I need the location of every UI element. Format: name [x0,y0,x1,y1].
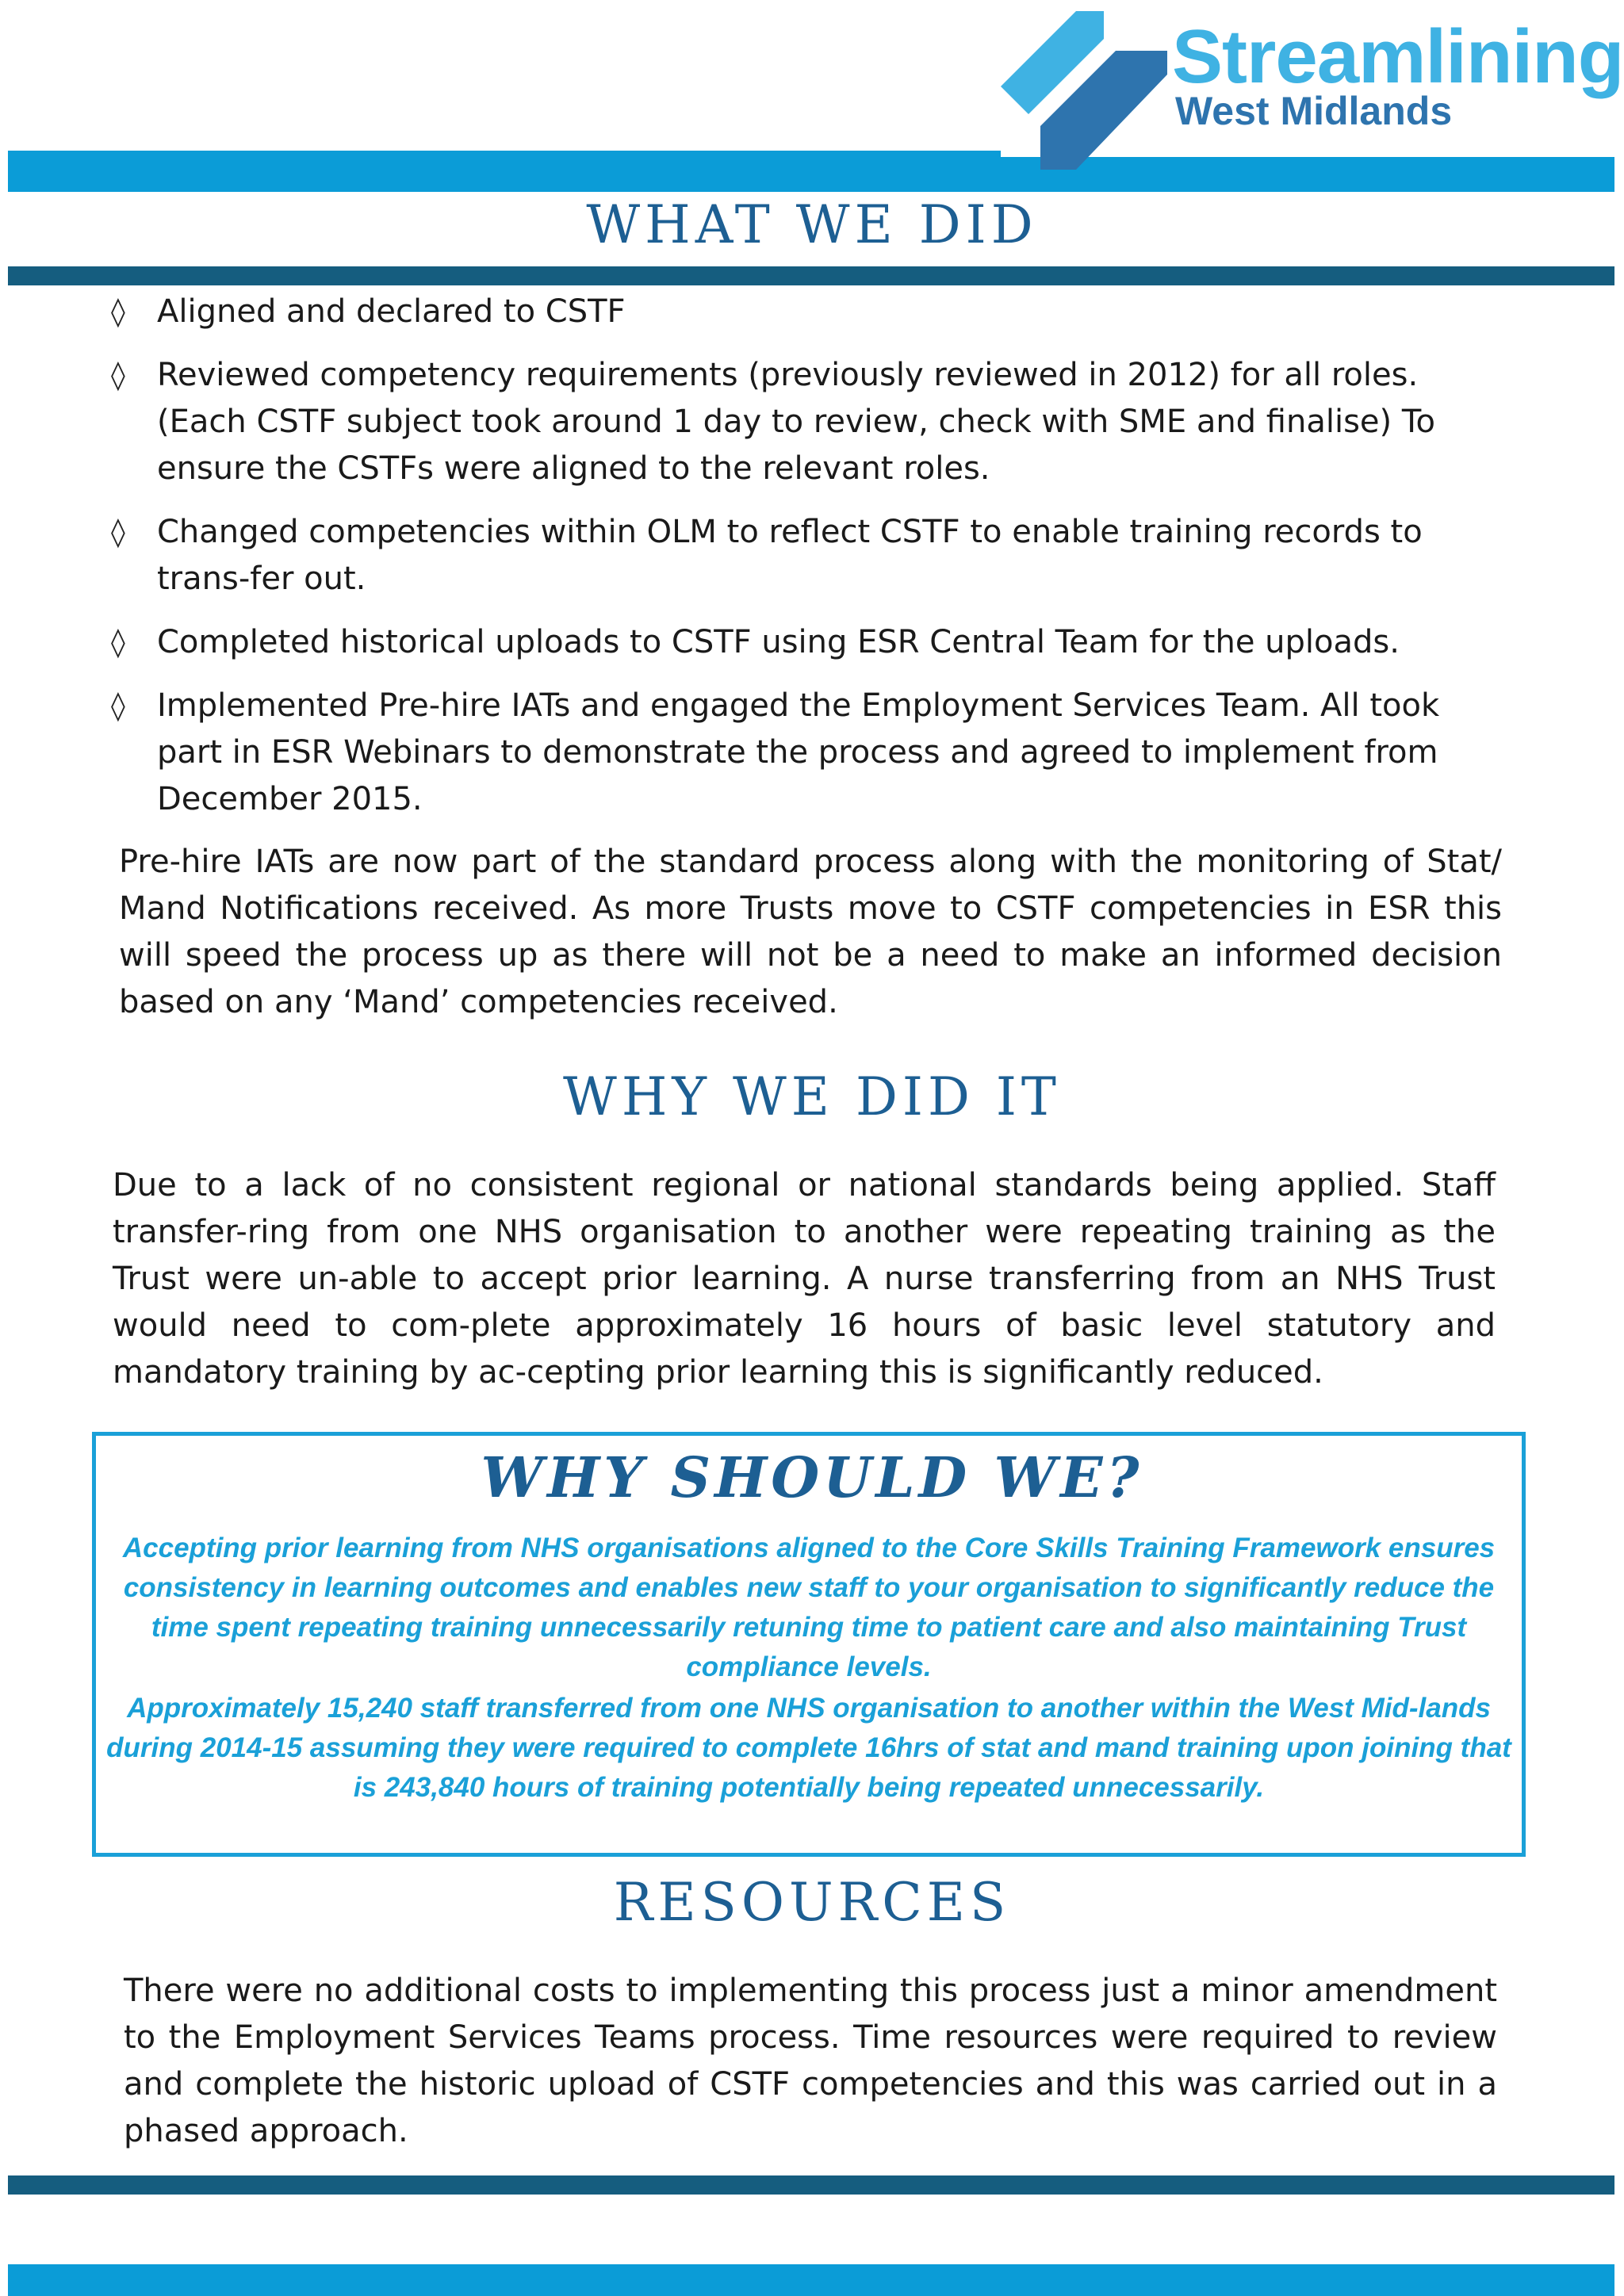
why-we-did-it-paragraph: Due to a lack of no consistent regional or national standards being applied. Staff transfer-ring from one NHS organisation to another were repeating training as the Trust were un-able to accept prior learning. A nurse transferring from an NHS Trust would need to com-plete approximately 16 hours of basic level statutory and mandatory training by ac-cepting prior learning this is significantly reduced. [113,1167,1496,1391]
section-heading-resources: RESOURCES [613,1872,1011,1933]
diamond-bullet-icon: ◊ [111,690,125,722]
diamond-bullet-icon: ◊ [111,626,125,659]
resources-paragraph: There were no additional costs to implementing this process just a minor amendment to the Employment Services Teams process. Time resources were required to review and complete the historic upload of CSTF competencies and this was carried out in a phased approach. [124,1973,1497,2149]
diamond-bullet-icon: ◊ [111,296,125,328]
what-we-did-paragraph: Pre-hire IATs are now part of the standard process along with the monitoring of Stat/ Mand Notifications received. As more Trusts move to CSTF competencies in ESR this will speed the process up as there will not be a need to make an informed decision based on any ‘Mand’ competencies received. [119,844,1502,1020]
section-divider [8,266,1614,285]
section-heading-what-we-did: WHAT WE DID [586,194,1038,255]
brand-subtitle: West Midlands [1175,89,1453,133]
list-item: ◊ Reviewed competency requirements (previously reviewed in 2012) for all roles. (Each CSTF subject took around 1 day to review, check with SME and finalise) To ensure the CSTFs were aligned to the relevant roles. [111,352,1507,492]
section-heading-why-we-did-it: WHY WE DID IT [563,1066,1061,1127]
what-we-did-list [111,289,1507,840]
footer-divider [8,2175,1614,2195]
list-item: ◊ Implemented Pre-hire IATs and engaged the Employment Services Team. All took part in ESR Webinars to demonstrate the process and agreed to implement from December 2015. [111,683,1507,823]
footer-band [8,2264,1614,2296]
list-item: ◊ Completed historical uploads to CSTF using ESR Central Team for the uploads. [111,619,1507,666]
why-should-we-paragraph-2: Approximately 15,240 staff transferred from one NHS organisation to another within the West Mid-lands during 2014-15 assuming they were required to complete 16hrs of stat and mand training upon joining that is 243,840 hours of training potentially being repeated unnecessarily. [106,1693,1511,1803]
brand-title: Streamlining [1172,14,1624,99]
streamlining-logo-icon [1001,11,1167,170]
why-should-we-paragraph-1: Accepting prior learning from NHS organisations aligned to the Core Skills Training Framework ensures consistency in learning outcomes and enables new staff to your organisation to significantly reduce the time spent repeating training unnecessarily retuning time to patient care and also maintaining Trust compliance levels. [122,1533,1496,1682]
list-item: ◊ Aligned and declared to CSTF [111,289,1507,335]
diamond-bullet-icon: ◊ [111,359,125,392]
section-heading-why-should-we: WHY SHOULD WE? [481,1445,1143,1510]
diamond-bullet-icon: ◊ [111,516,125,549]
list-item: ◊ Changed competencies within OLM to reflect CSTF to enable training records to trans-fer out. [111,509,1507,603]
